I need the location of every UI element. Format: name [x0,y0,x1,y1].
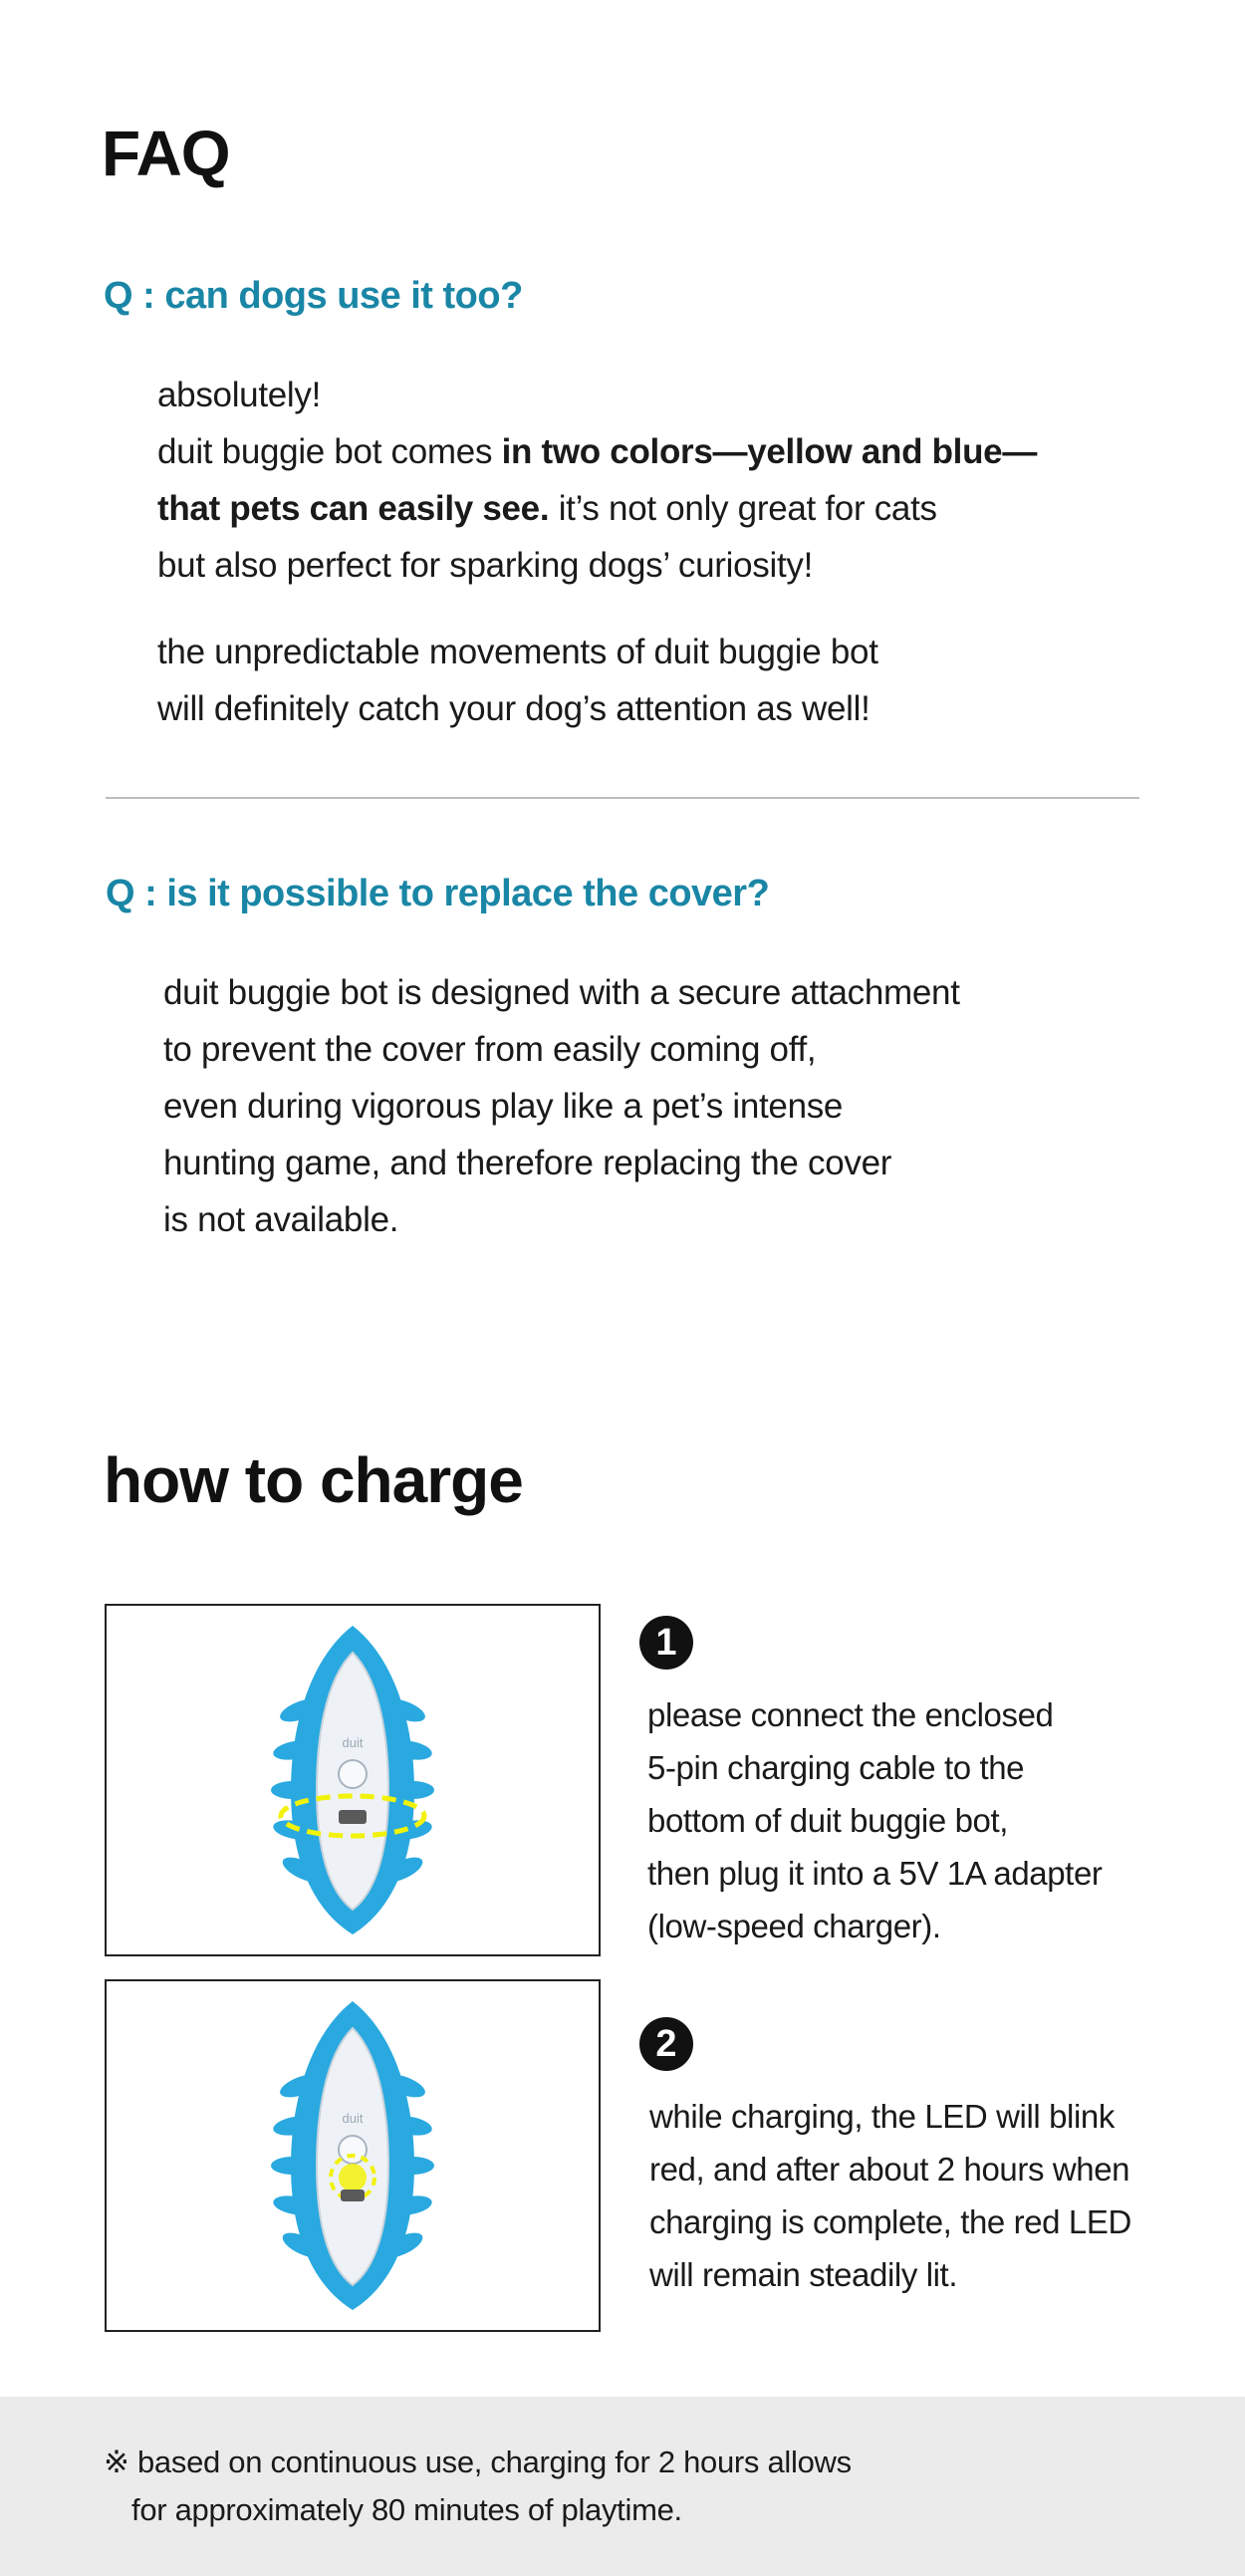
answer-line: to prevent the cover from easily coming off, [163,1030,817,1069]
charge-title: how to charge [104,1444,523,1516]
faq-question-dogs: Q : can dogs use it too? [104,275,523,317]
answer-line: absolutely! [157,376,322,414]
answer-line: the unpredictable movements of duit buggie bot [157,633,878,671]
step1-image [105,1604,601,1956]
answer-line: duit buggie bot is designed with a secure attachment [163,973,960,1012]
answer-line [157,480,1037,537]
step-line: red, and after about 2 hours when [649,2151,1130,2188]
answer-line [157,423,1037,480]
step2-text [649,2090,1131,2301]
answer-bold-text: in two colors—yellow and blue— [501,432,1038,471]
step2-image [105,1979,601,2332]
step2-number-badge: 2 [639,2017,693,2071]
answer-line: is not available. [163,1200,399,1239]
step-line: (low-speed charger). [647,1908,941,1944]
step-line: then plug it into a 5V 1A adapter [647,1855,1103,1892]
answer-bold-text: that pets can easily see. [157,489,550,528]
answer-text: it’s not only great for cats [549,489,937,528]
answer-line: even during vigorous play like a pet’s intense [163,1087,844,1126]
answer-text: duit buggie bot comes [157,432,502,471]
faq-divider [106,797,1139,799]
toy-logo-text: duit [342,1735,364,1750]
answer-line: will definitely catch your dog’s attention as well! [157,689,871,728]
step-line: while charging, the LED will blink [649,2098,1115,2135]
step-line: 5-pin charging cable to the [647,1749,1025,1786]
step-line: bottom of duit buggie bot, [647,1802,1009,1839]
faq-answer-dogs [157,367,1037,737]
answer-line: but also perfect for sparking dogs’ curiosity! [157,546,814,585]
note-line: ※ based on continuous use, charging for 2 hours allows [104,2445,852,2479]
answer-line: hunting game, and therefore replacing the cover [163,1144,892,1182]
faq-title: FAQ [102,118,230,189]
step1-text [647,1688,1103,1952]
faq-answer-cover [163,964,960,1248]
step-line: will remain steadily lit. [649,2256,958,2293]
step-line: please connect the enclosed [647,1696,1054,1733]
toy-logo-text: duit [342,2111,364,2126]
footer-note [104,2439,852,2534]
note-line: for approximately 80 minutes of playtime. [131,2492,682,2527]
step1-number-badge: 1 [639,1616,693,1670]
faq-question-cover: Q : is it possible to replace the cover? [106,873,770,914]
step-line: charging is complete, the red LED [649,2203,1131,2240]
